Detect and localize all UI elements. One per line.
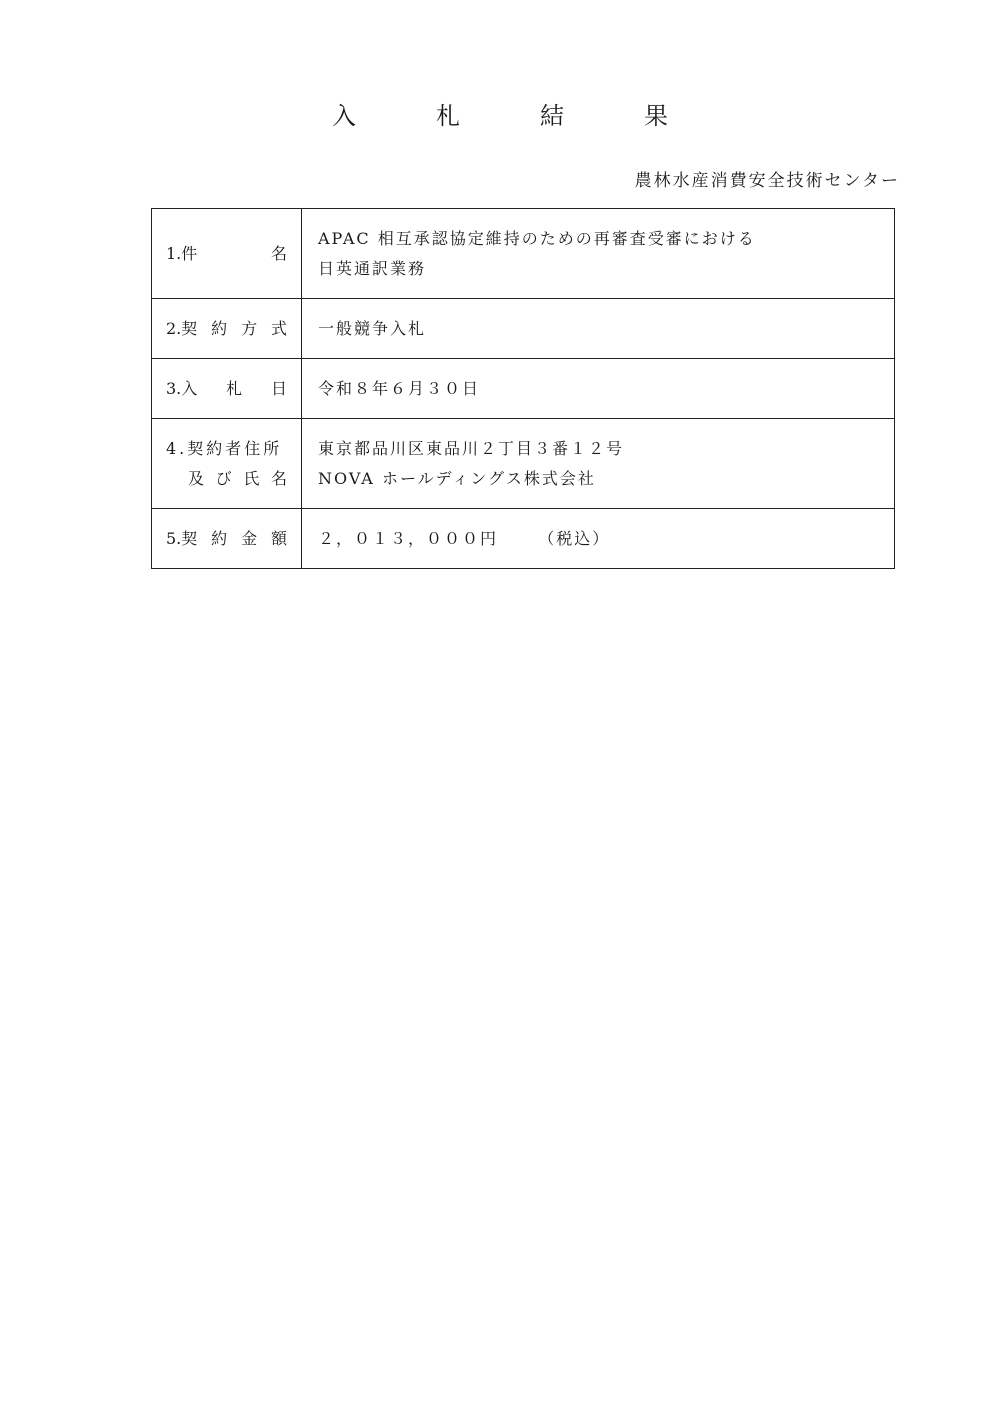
contract-method-value: 一般競争入札 (318, 318, 427, 338)
label-text: 日 (270, 378, 287, 398)
bid-date-value: 令和８年６月３０日 (318, 378, 481, 398)
tax-note: （税込） (538, 528, 611, 548)
label-text: 方 (241, 318, 258, 338)
row-label-contract-method (152, 299, 302, 359)
contractor-name: NOVA ホールディングス株式会社 (318, 468, 596, 488)
table-row (152, 359, 895, 419)
label-text: 札 (226, 378, 243, 398)
row-value-contract-amount (302, 509, 895, 569)
row-value-contract-method (302, 299, 895, 359)
result-table (151, 208, 895, 569)
label-text: 約 (211, 318, 228, 338)
row-label-item-name (152, 209, 302, 299)
row-value-bid-date (302, 359, 895, 419)
item-name-line-1: APAC 相互承認協定維持のための再審査受審における (318, 228, 756, 248)
table-row (152, 509, 895, 569)
row-value-contractor (302, 419, 895, 509)
label-text: 2.契 (166, 318, 198, 338)
label-text: 約 (211, 528, 228, 548)
label-text: 名 (270, 468, 287, 488)
item-name-line-2: 日英通訳業務 (318, 258, 427, 278)
label-text: 額 (270, 528, 287, 548)
label-text: 5.契 (166, 528, 198, 548)
row-value-item-name (302, 209, 895, 299)
organization-name: 農林水産消費安全技術センター (634, 171, 900, 191)
contractor-address: 東京都品川区東品川２丁目３番１２号 (318, 438, 625, 458)
label-text: 1.件 (166, 243, 198, 263)
row-label-bid-date (152, 359, 302, 419)
label-text: 4.契約者住所 (166, 438, 283, 458)
label-text: 式 (270, 318, 287, 338)
row-label-contractor (152, 419, 302, 509)
label-text: 3.入 (166, 378, 198, 398)
label-text: 金 (241, 528, 258, 548)
label-text: 名 (270, 243, 287, 263)
table-row (152, 419, 895, 509)
label-text: び (215, 468, 232, 488)
label-text: 及 (188, 468, 205, 488)
label-text: 氏 (243, 468, 260, 488)
table-row (152, 209, 895, 299)
table-row (152, 299, 895, 359)
page-title: 入 札 結 果 (332, 102, 696, 130)
contract-amount: ２，０１３，０００円 (318, 528, 499, 548)
row-label-contract-amount (152, 509, 302, 569)
